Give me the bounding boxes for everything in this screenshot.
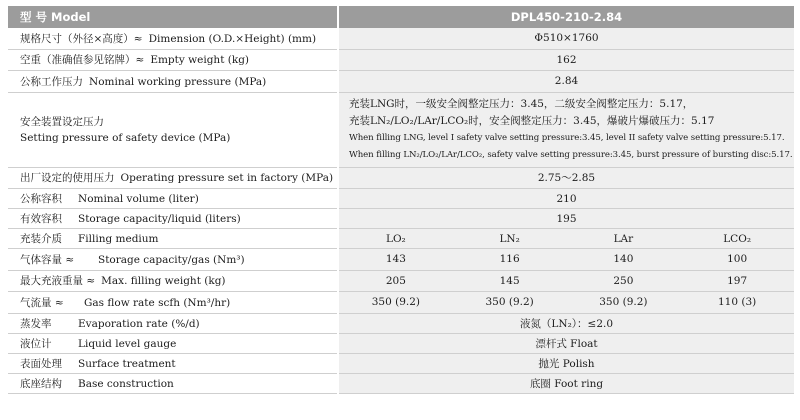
safety-label-zh: 安全装置设定压力 [20,115,104,128]
operating-pressure-value: 2.75～2.85 [338,167,794,189]
safety-line-other-en: When filling LN₂/LO₂/LAr/LCO₂, safety valve setting pressure:3.45, burst pressure of bursting disc:5.17. [349,149,793,160]
base-value: 底圈 Foot ring [338,373,794,393]
gas-capacity-lco2: 100 [727,253,748,266]
header-model-value: DPL450-210-2.84 [338,6,794,28]
row-surface [8,353,794,373]
header-model-label: 型 号 Model [8,6,338,28]
filling-medium-label-en: Filling medium [78,233,159,245]
effective-volume-value: 195 [338,209,794,229]
base-label-zh: 底座结构 [20,377,62,390]
row-effective-volume [8,209,794,229]
dimension-label-en: Dimension (O.D.×Height) (mm) [148,32,317,45]
gas-flow-ln2: 350 (9.2) [485,296,534,309]
spec-table [8,6,794,394]
gas-flow-lar: 350 (9.2) [599,296,648,309]
level-gauge-label-en: Liquid level gauge [78,337,177,350]
safety-line-other-zh: 充装LN₂/LO₂/LAr/LCO₂时，安全阀整定压力：3.45，爆破片爆破压力：5.17 [349,114,715,127]
row-filling-medium [8,229,794,249]
filling-medium-label-zh: 充装介质 [20,233,62,245]
gas-flow-label-en: Gas flow rate scfh (Nm³/hr) [84,296,231,309]
row-gas-flow [8,292,794,314]
row-empty-weight [8,49,794,71]
row-base [8,373,794,393]
row-max-filling-weight [8,270,794,292]
row-operating-pressure [8,167,794,189]
effective-volume-label-en: Storage capacity/liquid (liters) [78,213,241,225]
effective-volume-label-zh: 有效容积 [20,213,62,225]
surface-value: 抛光 Polish [338,353,794,373]
safety-line-lng-en: When filling LNG, level I safety valve setting pressure:3.45, level II safety valve setting pressure:5.17. [349,132,785,143]
max-fill-lco2: 197 [727,274,748,287]
nominal-pressure-label-zh: 公称工作压力 [20,75,83,88]
gas-capacity-label-en: Storage capacity/gas (Nm³) [98,253,245,266]
level-gauge-label-zh: 液位计 [20,337,52,350]
dimension-label-zh: 规格尺寸（外径×高度）≈ [20,32,143,45]
medium-ln2: LN₂ [499,232,520,245]
row-nominal-volume [8,189,794,209]
base-label-en: Base construction [78,377,174,390]
surface-label-en: Surface treatment [78,357,176,370]
gas-flow-label-zh: 气流量 ≈ [20,296,64,309]
max-fill-lar: 250 [613,274,634,287]
operating-pressure-label-zh: 出厂设定的使用压力 [20,172,115,185]
row-nominal-pressure [8,71,794,93]
evaporation-label-zh: 蒸发率 [20,317,52,330]
level-gauge-value: 漂杆式 Float [338,333,794,353]
row-evaporation [8,313,794,333]
gas-flow-lo2: 350 (9.2) [371,296,421,309]
evaporation-value: 液氮（LN₂）：≤2.0 [338,313,794,333]
nominal-volume-value: 210 [338,189,794,209]
row-level-gauge [8,333,794,353]
empty-weight-label-en: Empty weight (kg) [150,54,250,67]
safety-value-block [339,96,794,164]
empty-weight-value: 162 [338,49,794,71]
row-gas-capacity [8,249,794,271]
gas-capacity-label-zh: 气体容量 ≈ [20,253,75,266]
safety-line-lng-zh: 充装LNG时，一级安全阀整定压力：3.45，二级安全阀整定压力：5.17， [349,97,694,110]
surface-label-zh: 表面处理 [20,357,62,370]
row-safety-pressure [8,92,794,167]
row-dimension [8,28,794,49]
evaporation-label-en: Evaporation rate (%/d) [78,317,200,330]
gas-capacity-lar: 140 [613,253,634,266]
nominal-pressure-value: 2.84 [338,71,794,93]
gas-capacity-lo2: 143 [385,253,406,266]
max-fill-label-zh: 最大充液重量 ≈ [20,275,96,288]
nominal-volume-label-en: Nominal volume (liter) [78,193,199,205]
max-fill-lo2: 205 [385,274,406,287]
gas-flow-lco2: 110 (3) [717,296,757,309]
max-fill-ln2: 145 [499,274,520,287]
medium-lar: LAr [613,232,634,245]
table-header-row [8,6,794,28]
empty-weight-label-zh: 空重（准确值参见铭牌）≈ [20,54,145,67]
dimension-value: Φ510×1760 [338,28,794,49]
safety-label-en: Setting pressure of safety device (MPa) [20,131,231,144]
operating-pressure-label-en: Operating pressure set in factory (MPa) [120,172,334,185]
nominal-volume-label-zh: 公称容积 [20,193,62,205]
medium-lco2: LCO₂ [723,232,752,245]
medium-lo2: LO₂ [385,232,406,245]
gas-capacity-ln2: 116 [499,253,520,266]
nominal-pressure-label-en: Nominal working pressure (MPa) [89,75,267,88]
max-fill-label-en: Max. filling weight (kg) [101,275,226,288]
